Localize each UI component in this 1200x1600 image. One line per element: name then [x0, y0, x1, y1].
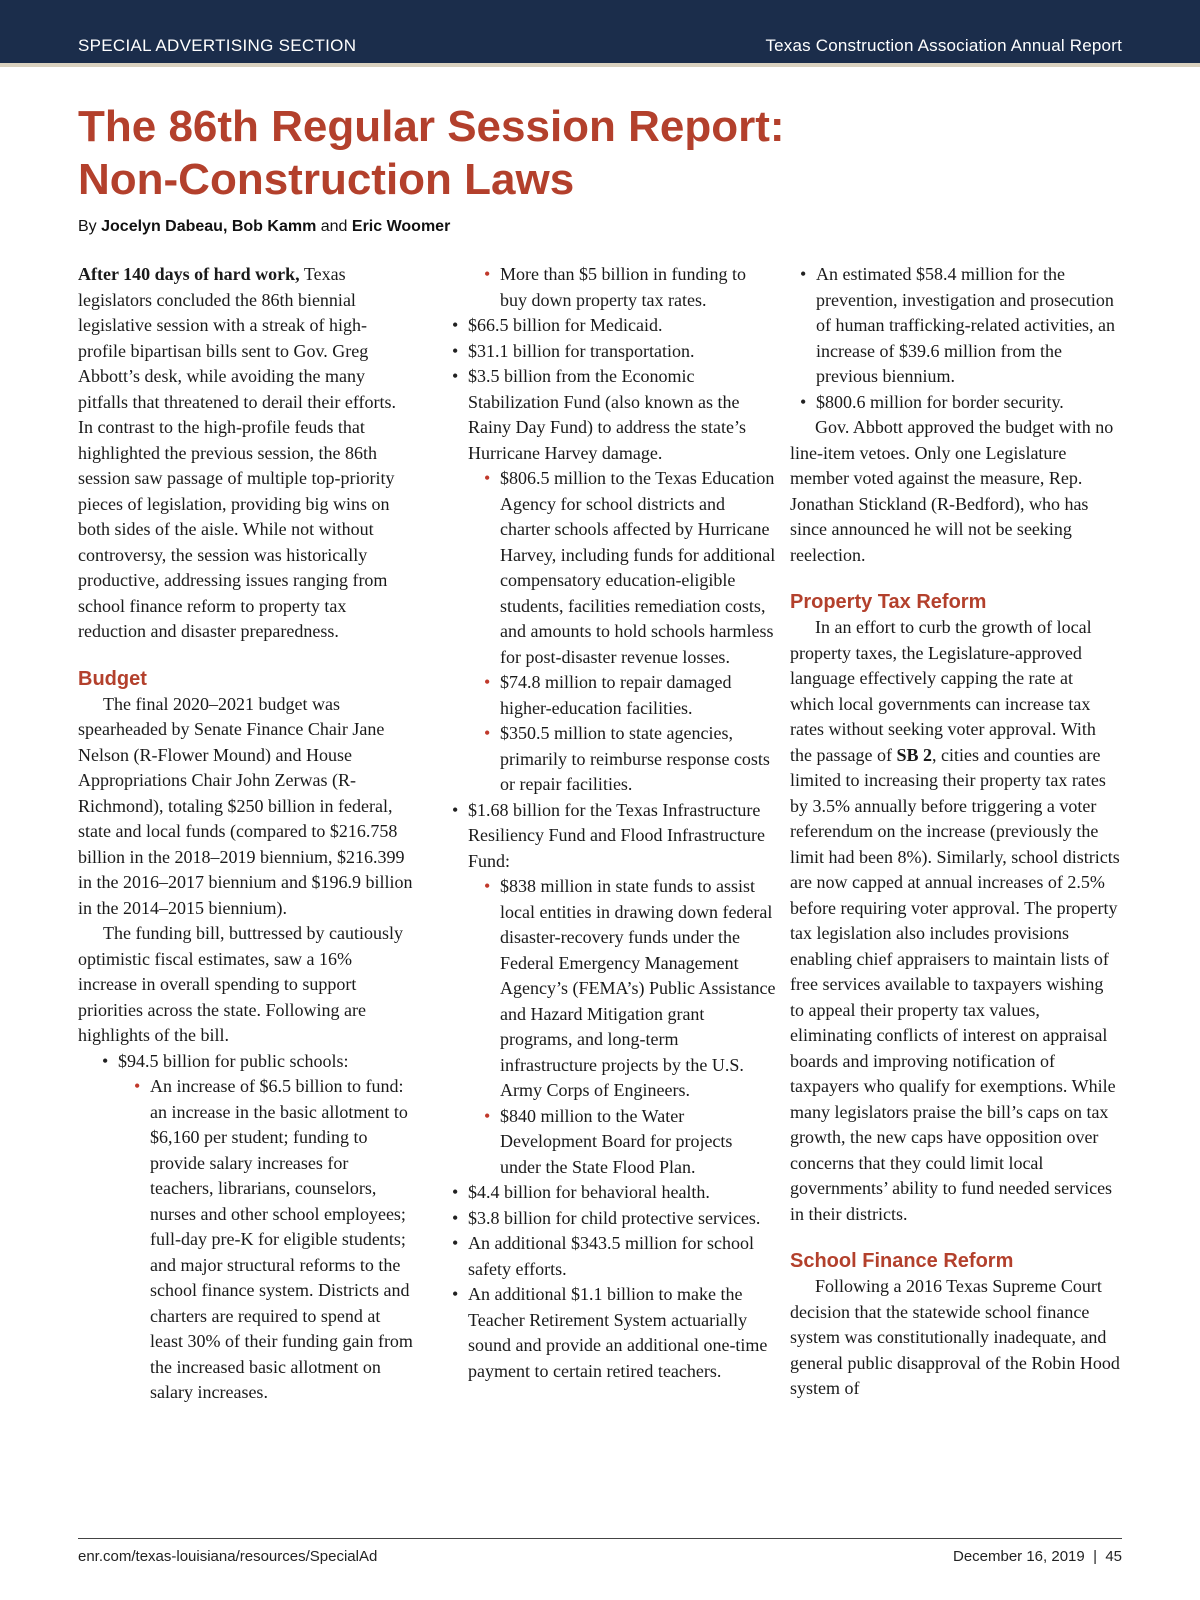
article-title	[78, 100, 1078, 206]
school-finance-heading: School Finance Reform	[790, 1250, 1014, 1272]
list-item: • $66.5 billion for Medicaid.	[452, 313, 777, 339]
list-subitem: • $840 million to the Water Development Board for projects under the State Flood Plan.	[484, 1104, 777, 1181]
intro-paragraph	[78, 262, 413, 645]
list-item: • $800.6 million for border security.	[800, 390, 1120, 416]
section-label: SPECIAL ADVERTISING SECTION	[78, 36, 357, 55]
byline-and: and	[316, 218, 352, 235]
header-rule	[0, 63, 1200, 67]
page-number: 45	[1105, 1548, 1122, 1565]
list-item: • $94.5 billion for public schools:	[102, 1049, 413, 1075]
list-subitem: • $806.5 million to the Texas Education Agency for school districts and charter schools affected by Hurricane Harvey, including funds for additional compensatory education-eligible students, facilities remediation costs, and amounts to hold schools harmless for post-disaster revenue losses.	[484, 466, 777, 670]
byline-authors-1: Jocelyn Dabeau, Bob Kamm	[101, 218, 317, 235]
column-2	[452, 262, 777, 1384]
byline-authors-2: Eric Woomer	[351, 218, 451, 235]
title-line-1: The 86th Regular Session Report:	[78, 102, 785, 151]
footer-rule	[78, 1538, 1122, 1539]
list-subitem: • An increase of $6.5 billion to fund: an increase in the basic allotment to $6,160 per student; funding to provide salary increases for teachers, librarians, counselors, nurses and other school employees; full-day pre-K for eligible students; and major structural reforms to the school finance system. Districts and charters are required to spend at least 30% of their funding gain from the increased basic allotment on salary increases.	[134, 1074, 413, 1406]
list-item: • $31.1 billion for transportation.	[452, 339, 777, 365]
list-subitem: • $350.5 million to state agencies, primarily to reimburse response costs or repair facilities.	[484, 721, 777, 798]
list-item: • $4.4 billion for behavioral health.	[452, 1180, 777, 1206]
property-tax-paragraph	[790, 615, 1120, 1227]
byline	[78, 218, 450, 236]
property-tax-heading: Property Tax Reform	[790, 591, 987, 613]
list-item: • An additional $1.1 billion to make the Teacher Retirement System actuarially sound and provide an additional one-time payment to certain retired teachers.	[452, 1282, 777, 1384]
property-tax-text-pre: In an effort to curb the growth of local property taxes, the Legislature-approved language effectively capping the rate at which local governments can increase tax rates without seeking voter approval. With the passage of	[790, 617, 1096, 765]
school-finance-paragraph: Following a 2016 Texas Supreme Court decision that the statewide school finance system was constitutionally inadequate, and general public disapproval of the Robin Hood system of	[790, 1276, 1120, 1398]
list-subitem: • More than $5 billion in funding to buy down property tax rates.	[484, 262, 777, 313]
footer-date: December 16, 2019	[952, 1548, 1085, 1565]
budget-paragraph-1: The final 2020–2021 budget was spearheaded by Senate Finance Chair Jane Nelson (R-Flower Mound) and House Appropriations Chair John Zerwas (R-Richmond), totaling $250 billion in federal, state and local funds (compared to $216.758 billion in the 2018–2019 biennium, $216.399 in the 2016–2017 biennium and $196.9 billion in the 2014–2015 biennium).	[78, 693, 413, 918]
list-item: • $3.8 billion for child protective services.	[452, 1206, 777, 1232]
budget-paragraph-3: Gov. Abbott approved the budget with no line-item vetoes. Only one Legislature member voted against the measure, Rep. Jonathan Stickland (R-Bedford), who has since announced he will not be seeking reelection.	[790, 417, 1114, 565]
list-item: • $3.5 billion from the Economic Stabilization Fund (also known as the Rainy Day Fund) to address the state’s Hurricane Harvey damage.	[452, 364, 777, 466]
footer-separator: |	[1084, 1548, 1106, 1565]
list-item: • An estimated $58.4 million for the prevention, investigation and prosecution of human trafficking-related activities, an increase of $39.6 million from the previous biennium.	[800, 262, 1120, 390]
intro-lead: After 140 days of hard work,	[78, 264, 300, 284]
list-subitem: • $838 million in state funds to assist local entities in drawing down federal disaster-recovery funds under the Federal Emergency Management Agency’s (FEMA’s) Public Assistance and Hazard Mitigation grant programs, and long-term infrastructure projects by the U.S. Army Corps of Engineers.	[484, 874, 777, 1104]
title-line-2: Non-Construction Laws	[78, 155, 575, 204]
list-item: • An additional $343.5 million for school safety efforts.	[452, 1231, 777, 1282]
publication-label: Texas Construction Association Annual Report	[765, 36, 1122, 55]
byline-prefix: By	[78, 218, 102, 235]
list-subitem: • $74.8 million to repair damaged higher-education facilities.	[484, 670, 777, 721]
budget-paragraph-2: The funding bill, buttressed by cautiously optimistic fiscal estimates, saw a 16% increase in overall spending to support priorities across the state. Following are highlights of the bill.	[78, 923, 403, 1045]
budget-heading: Budget	[78, 667, 147, 690]
list-item: • $1.68 billion for the Texas Infrastructure Resiliency Fund and Flood Infrastructure Fund:	[452, 798, 777, 875]
column-1	[78, 262, 413, 1406]
column-3	[790, 262, 1120, 1402]
bill-name: SB 2	[896, 744, 932, 765]
intro-text: Texas legislators concluded the 86th biennial legislative session with a streak of high-profile bipartisan bills sent to Gov. Greg Abbott’s desk, while avoiding the many pitfalls that threatened to derail their efforts. In contrast to the high-profile feuds that highlighted the previous session, the 86th session saw passage of multiple top-priority pieces of legislation, providing big wins on both sides of the aisle. While not without controversy, the session was historically productive, addressing issues ranging from school finance reform to property tax reduction and disaster preparedness.	[78, 264, 397, 641]
footer-url: enr.com/texas-louisiana/resources/SpecialAd	[78, 1548, 378, 1565]
property-tax-text-post: , cities and counties are limited to increasing their property tax rates by 3.5% annually before triggering a voter referendum on the increase (previously the limit had been 8%). Similarly, school districts are now capped at annual increases of 2.5% before requiring voter approval. The property tax legislation also includes provisions enabling chief appraisers to maintain lists of free services available to taxpayers wishing to appeal their property tax values, eliminating conflicts of interest on appraisal boards and improving notification of taxpayers who qualify for exemptions. While many legislators praise the bill’s caps on tax growth, the new caps have opposition over concerns that they could limit local governments’ ability to fund needed services in their districts.	[790, 744, 1120, 1224]
footer-page-info	[953, 1548, 1122, 1565]
